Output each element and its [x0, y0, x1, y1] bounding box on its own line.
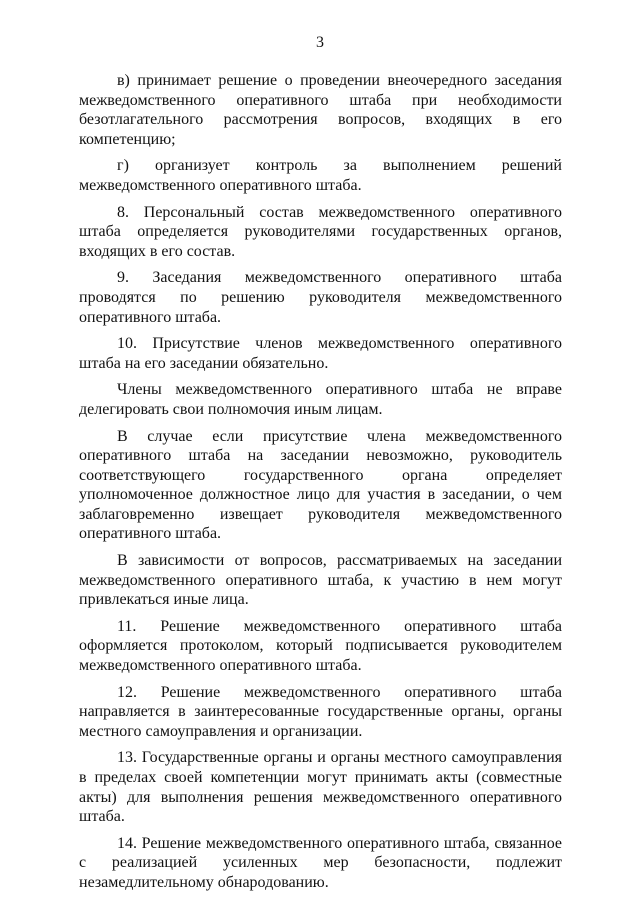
paragraph-g: г) организует контроль за выполнением решений межведомственного оперативного штаба.: [79, 157, 562, 194]
page-number: 3: [316, 34, 324, 51]
paragraph-other-persons: В зависимости от вопросов, рассматриваемых на заседании межведомственного оперативного штаба, к участию в нем могут привлекаться иные лица.: [79, 552, 562, 609]
paragraph-10: 10. Присутствие членов межведомственного оперативного штаба на его заседании обязательно.: [79, 335, 562, 372]
paragraph-13: 13. Государственные органы и органы местного самоуправления в пределах своей компетенции могут принимать акты (совместные акты) для выполнения решения межведомственного оперативного штаба.: [79, 749, 562, 826]
paragraph-8: 8. Персональный состав межведомственного оперативного штаба определяется руководителями государственных органов, входящих в его состав.: [79, 203, 562, 260]
paragraph-14: 14. Решение межведомственного оперативного штаба, связанное с реализацией усиленных мер безопасности, подлежит незамедлительному обнародованию.: [79, 834, 562, 891]
paragraph-v: в) принимает решение о проведении внеочередного заседания межведомственного оперативного штаба при необходимости безотлагательного рассмотрения вопросов, входящих в его компетенцию;: [79, 72, 562, 148]
paragraph-11: 11. Решение межведомственного оперативного штаба оформляется протоколом, который подписывается руководителем межведомственного оперативного штаба.: [79, 617, 562, 675]
document-body: [79, 71, 562, 900]
paragraph-12: 12. Решение межведомственного оперативного штаба направляется в заинтересованные государственные органы, органы местного самоуправления и организации.: [79, 683, 562, 740]
paragraph-9: 9. Заседания межведомственного оперативного штаба проводятся по решению руководителя межведомственного оперативного штаба.: [79, 269, 562, 326]
paragraph-members: Члены межведомственного оперативного штаба не вправе делегировать свои полномочия иным лицам.: [79, 381, 562, 418]
paragraph-absence: В случае если присутствие члена межведомственного оперативного штаба на заседании невозможно, руководитель соответствующего государственного органа определяет уполномоченное должностное лицо для участия в заседании, о чем заблаговременно извещает руководителя межведомственного оперативного штаба.: [79, 427, 562, 543]
